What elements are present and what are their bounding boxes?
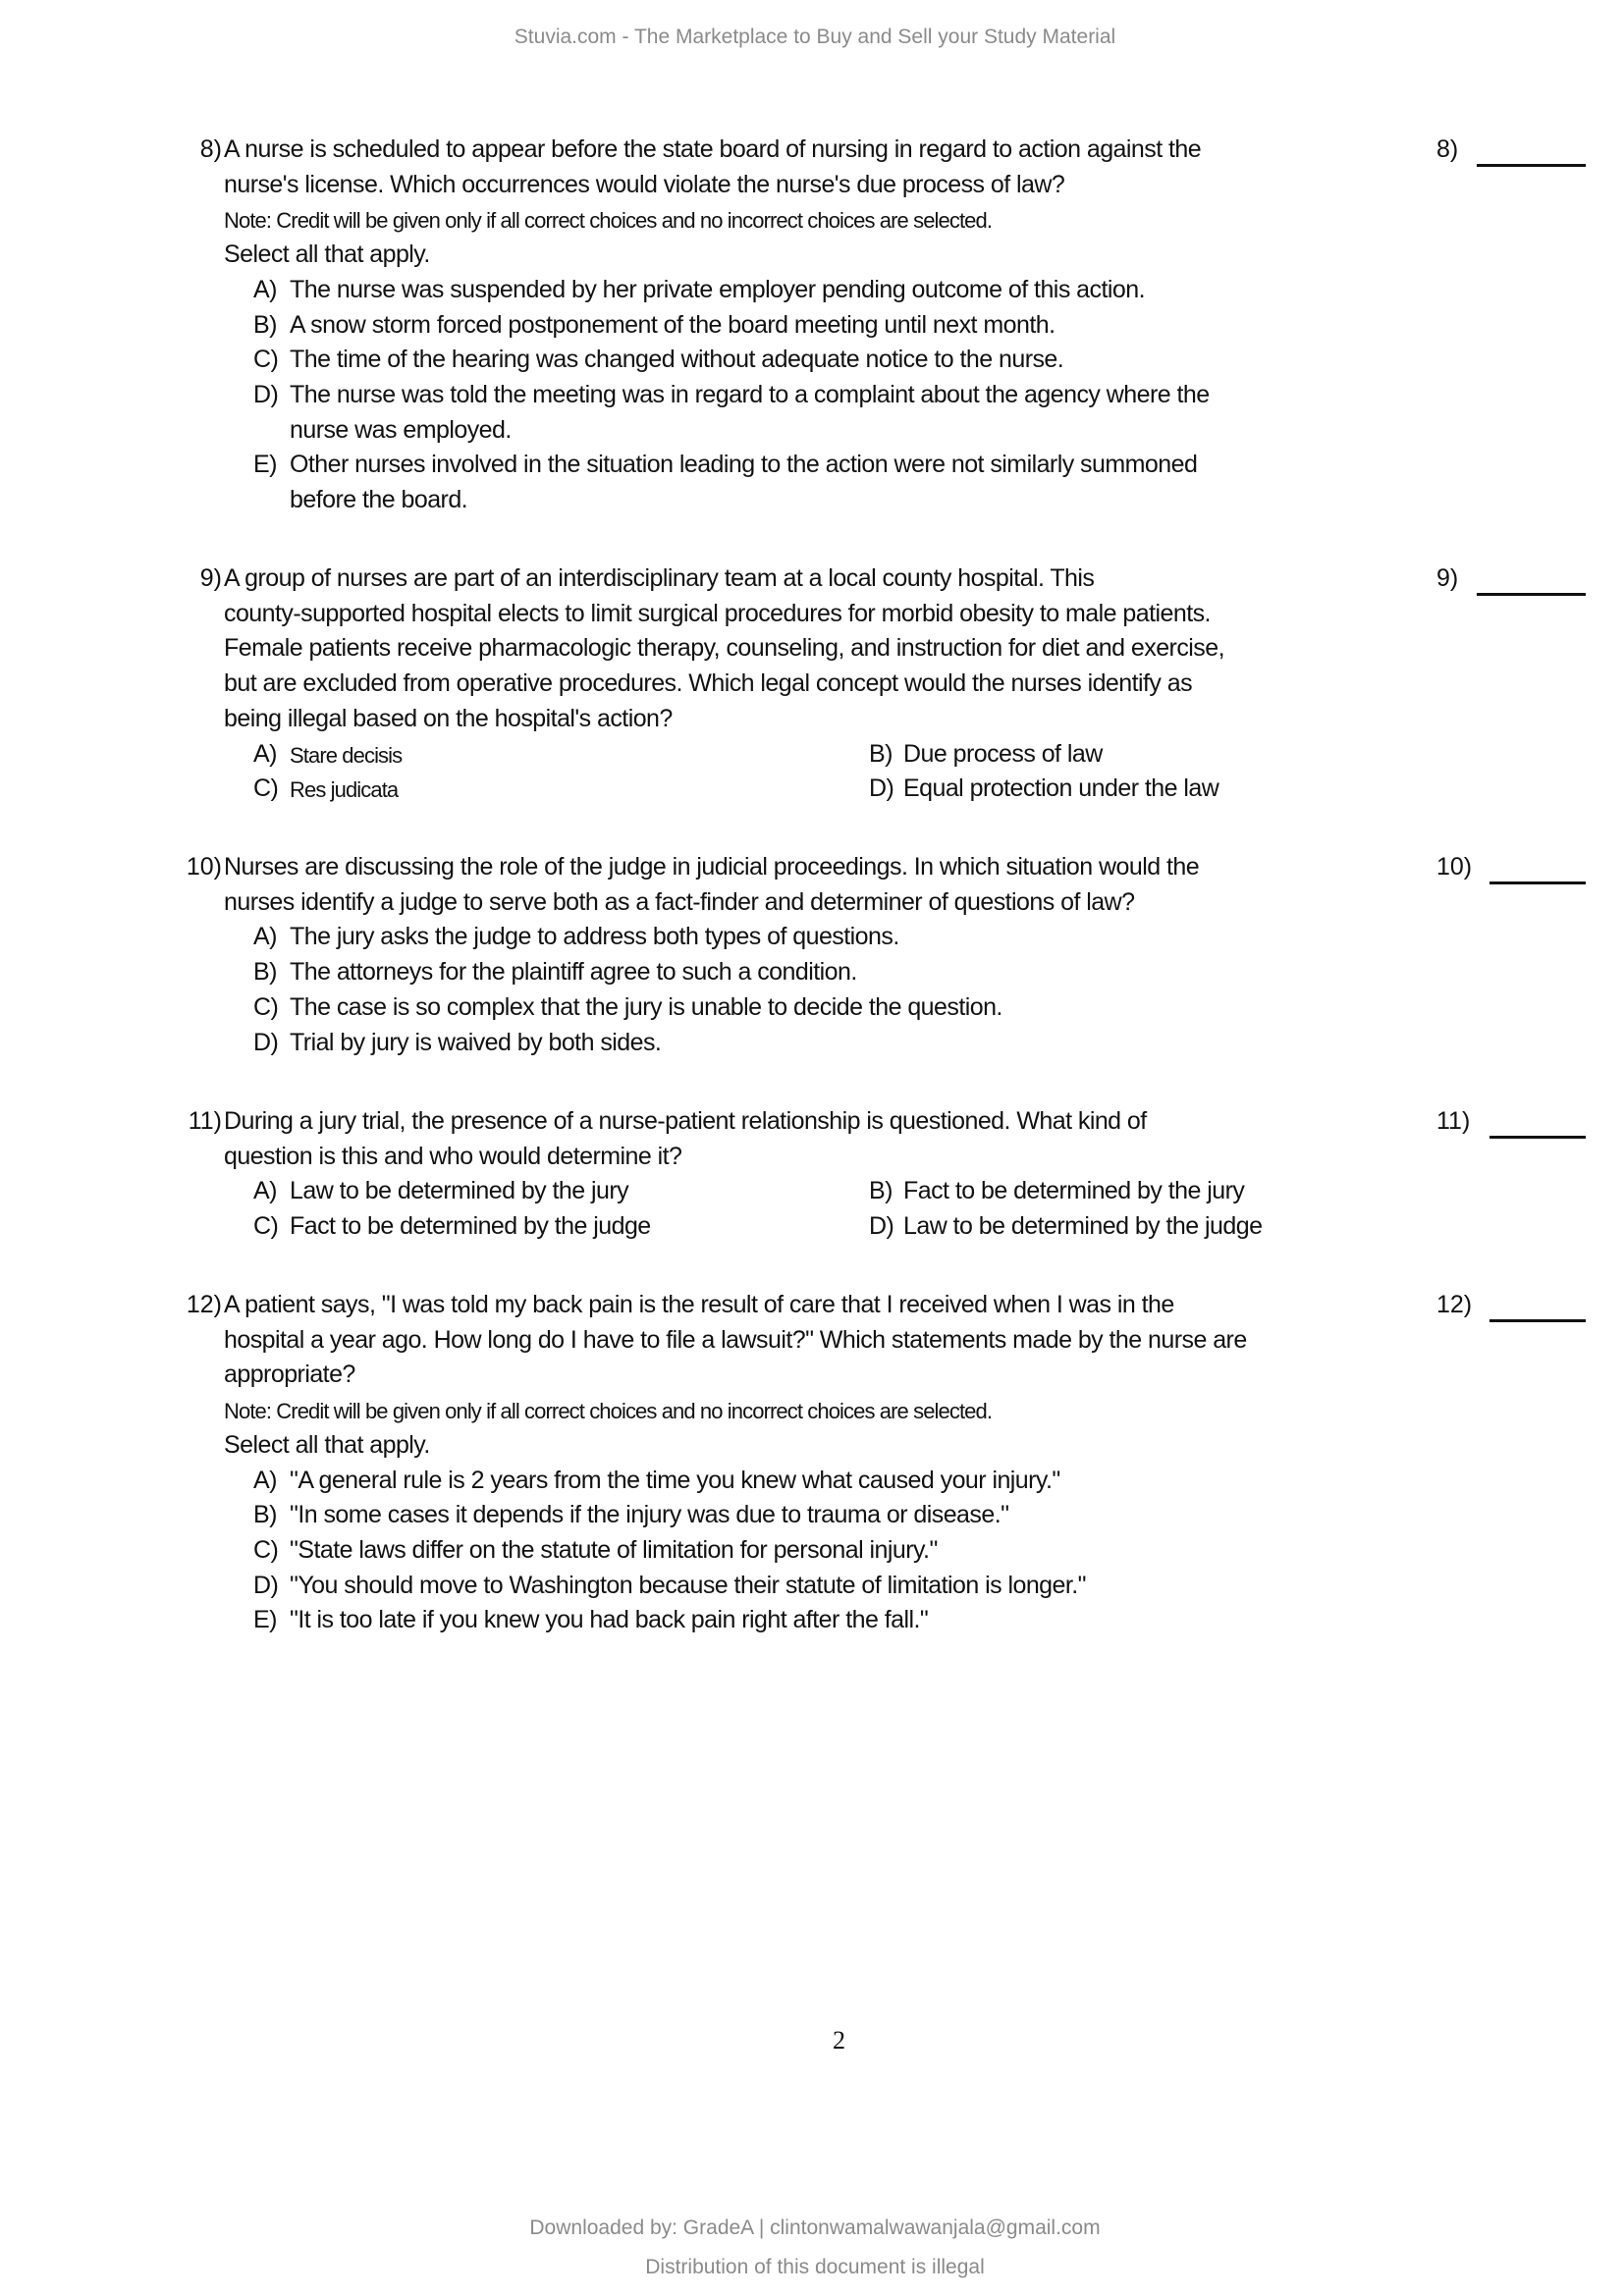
answer-option[interactable]: Law to be determined by the judge [903, 1212, 1263, 1241]
question-number: 12) [186, 1291, 222, 1318]
option-letter[interactable]: B) [253, 958, 277, 987]
question-stem: A nurse is scheduled to appear before the state board of nursing in regard to action against the [224, 135, 1202, 163]
option-letter[interactable]: D) [253, 1571, 279, 1599]
answer-blank[interactable] [1477, 164, 1586, 167]
answer-option[interactable]: "It is too late if you knew you had back pain right after the fall." [290, 1606, 929, 1634]
question-stem: hospital a year ago. How long do I have to file a lawsuit?" Which statements made by the nurse are [224, 1325, 1247, 1354]
footer-downloaded: Downloaded by: GradeA | clintonwamalwawanjala@gmail.com [529, 2216, 1101, 2239]
answer-option[interactable]: Equal protection under the law [903, 774, 1219, 803]
answer-option[interactable]: Fact to be determined by the jury [903, 1177, 1245, 1205]
question-stem: Nurses are discussing the role of the judge in judicial proceedings. In which situation would the [224, 853, 1200, 881]
answer-number: 11) [1436, 1107, 1471, 1135]
option-letter[interactable]: A) [253, 1177, 277, 1205]
answer-option[interactable]: "A general rule is 2 years from the time you knew what caused your injury." [290, 1466, 1060, 1494]
question-stem: A group of nurses are part of an interdisciplinary team at a local county hospital. This [224, 564, 1095, 592]
answer-option[interactable]: before the board. [290, 486, 468, 513]
question-number: 10) [186, 853, 222, 881]
answer-option[interactable]: Other nurses involved in the situation leading to the action were not similarly summoned [290, 451, 1198, 479]
option-letter[interactable]: D) [253, 380, 279, 408]
answer-blank[interactable] [1489, 1136, 1586, 1139]
answer-option[interactable]: The time of the hearing was changed without adequate notice to the nurse. [290, 346, 1064, 374]
answer-option[interactable]: The jury asks the judge to address both types of questions. [290, 923, 899, 951]
option-letter[interactable]: D) [253, 1028, 279, 1056]
select-instruction: Select all that apply. [224, 240, 430, 269]
site-header: Stuvia.com - The Marketplace to Buy and Sell your Study Material [514, 26, 1116, 48]
option-letter[interactable]: B) [869, 739, 893, 768]
question-stem: nurse's license. Which occurrences would violate the nurse's due process of law? [224, 170, 1065, 198]
credit-note: Note: Credit will be given only if all correct choices and no incorrect choices are selected. [224, 208, 993, 234]
option-letter[interactable]: E) [253, 451, 277, 479]
question-stem: being illegal based on the hospital's action? [224, 704, 673, 732]
option-letter[interactable]: A) [253, 1466, 277, 1494]
answer-option[interactable]: Stare decisis [290, 742, 403, 768]
answer-option[interactable]: Fact to be determined by the judge [290, 1212, 651, 1241]
question-stem: but are excluded from operative procedures. Which legal concept would the nurses identify as [224, 669, 1193, 698]
option-letter[interactable]: B) [253, 1501, 277, 1529]
answer-option[interactable]: "State laws differ on the statute of limitation for personal injury." [290, 1535, 938, 1564]
answer-option[interactable]: Res judicata [290, 777, 399, 803]
option-letter[interactable]: C) [253, 774, 279, 803]
option-letter[interactable]: C) [253, 1212, 279, 1241]
question-stem: question is this and who would determine it? [224, 1142, 682, 1170]
option-letter[interactable]: B) [253, 310, 277, 339]
question-stem: county-supported hospital elects to limit surgical procedures for morbid obesity to male patients. [224, 599, 1211, 627]
answer-option[interactable]: "You should move to Washington because their statute of limitation is longer." [290, 1571, 1086, 1599]
option-letter[interactable]: B) [869, 1177, 893, 1205]
answer-number: 9) [1436, 564, 1459, 592]
page-number: 2 [833, 2026, 845, 2055]
option-letter[interactable]: A) [253, 275, 277, 303]
question-stem: A patient says, "I was told my back pain is the result of care that I received when I was in the [224, 1291, 1174, 1318]
question-stem: During a jury trial, the presence of a nurse-patient relationship is questioned. What kind of [224, 1107, 1147, 1135]
answer-option[interactable]: A snow storm forced postponement of the board meeting until next month. [290, 310, 1056, 339]
footer-distribution: Distribution of this document is illegal [645, 2256, 985, 2278]
option-letter[interactable]: D) [869, 1212, 894, 1241]
answer-blank[interactable] [1489, 1319, 1586, 1322]
answer-option[interactable]: Law to be determined by the jury [290, 1177, 629, 1205]
question-number: 11) [188, 1107, 222, 1135]
select-instruction: Select all that apply. [224, 1430, 430, 1459]
answer-number: 8) [1436, 135, 1459, 163]
answer-number: 12) [1436, 1291, 1473, 1318]
option-letter[interactable]: A) [253, 923, 277, 951]
answer-blank[interactable] [1477, 593, 1586, 596]
answer-option[interactable]: "In some cases it depends if the injury was due to trauma or disease." [290, 1501, 1009, 1529]
option-letter[interactable]: E) [253, 1606, 277, 1634]
answer-option[interactable]: nurse was employed. [290, 415, 512, 444]
option-letter[interactable]: C) [253, 992, 279, 1021]
question-stem: appropriate? [224, 1361, 355, 1389]
question-stem: Female patients receive pharmacologic therapy, counseling, and instruction for diet and exercise, [224, 634, 1224, 663]
answer-option[interactable]: Trial by jury is waived by both sides. [290, 1028, 662, 1056]
answer-blank[interactable] [1489, 881, 1586, 884]
question-number: 9) [199, 564, 222, 592]
question-stem: nurses identify a judge to serve both as a fact-finder and determiner of questions of law? [224, 887, 1135, 916]
answer-option[interactable]: The nurse was suspended by her private employer pending outcome of this action. [290, 275, 1145, 303]
option-letter[interactable]: C) [253, 1535, 279, 1564]
option-letter[interactable]: D) [869, 774, 894, 803]
answer-option[interactable]: The case is so complex that the jury is unable to decide the question. [290, 992, 1002, 1021]
answer-option[interactable]: The attorneys for the plaintiff agree to such a condition. [290, 958, 857, 987]
option-letter[interactable]: A) [253, 739, 277, 768]
answer-option[interactable]: Due process of law [903, 739, 1103, 768]
option-letter[interactable]: C) [253, 346, 279, 374]
credit-note: Note: Credit will be given only if all correct choices and no incorrect choices are selected. [224, 1399, 993, 1424]
answer-option[interactable]: The nurse was told the meeting was in regard to a complaint about the agency where the [290, 380, 1210, 408]
answer-number: 10) [1436, 853, 1473, 881]
question-number: 8) [199, 135, 222, 163]
